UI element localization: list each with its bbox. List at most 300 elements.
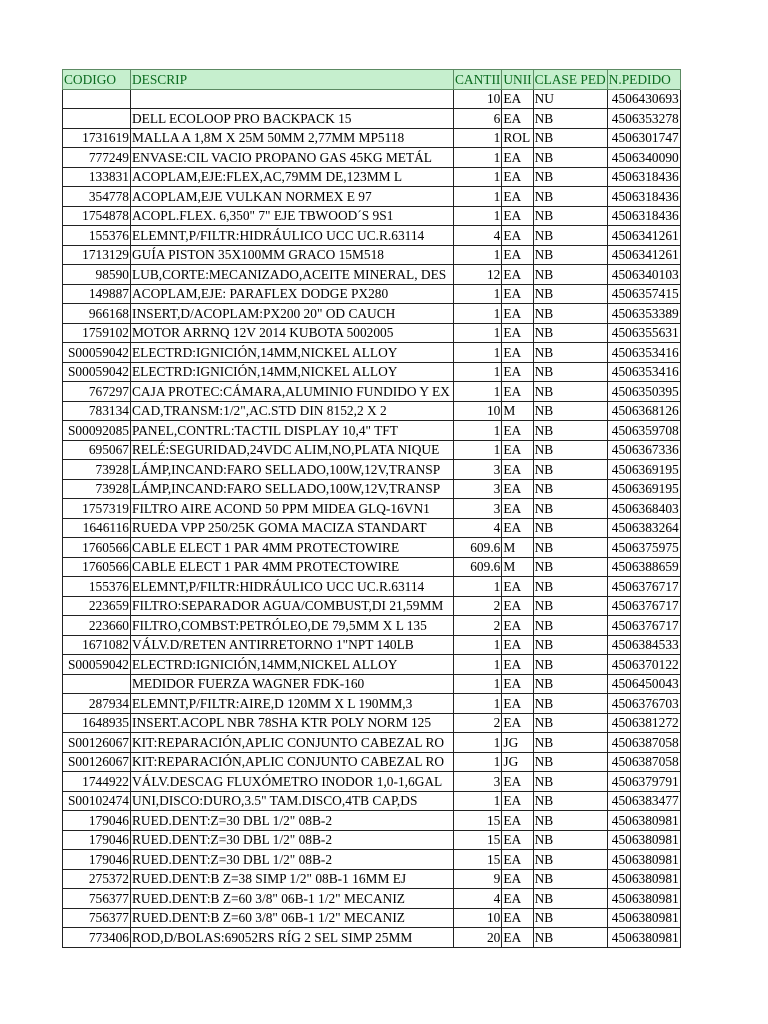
cell-cantidad[interactable]: 4 xyxy=(454,226,502,246)
table-row xyxy=(63,479,681,499)
cell-clase-pedido[interactable]: NB xyxy=(533,284,607,304)
cell-unidad[interactable]: EA xyxy=(502,830,533,850)
cell-n-pedido[interactable]: 4506368126 xyxy=(607,401,680,421)
cell-n-pedido[interactable]: 4506380981 xyxy=(607,850,680,870)
cell-codigo[interactable]: 777249 xyxy=(63,148,131,168)
table-row xyxy=(63,518,681,538)
cell-clase-pedido[interactable]: NB xyxy=(533,167,607,187)
cell-clase-pedido[interactable]: NB xyxy=(533,674,607,694)
table-row xyxy=(63,109,681,129)
cell-cantidad[interactable]: 6 xyxy=(454,109,502,129)
cell-unidad[interactable]: EA xyxy=(502,109,533,129)
table-row xyxy=(63,538,681,558)
cell-codigo[interactable]: 223659 xyxy=(63,596,131,616)
cell-unidad[interactable]: JG xyxy=(502,752,533,772)
cell-clase-pedido[interactable]: NB xyxy=(533,830,607,850)
header-cantidad[interactable]: CANTII xyxy=(454,70,502,90)
table-row xyxy=(63,869,681,889)
cell-cantidad[interactable]: 609.6 xyxy=(454,557,502,577)
cell-unidad[interactable]: ROL xyxy=(502,128,533,148)
cell-clase-pedido[interactable]: NB xyxy=(533,616,607,636)
cell-cantidad[interactable]: 1 xyxy=(454,206,502,226)
cell-unidad[interactable]: EA xyxy=(502,187,533,207)
cell-n-pedido[interactable]: 4506353389 xyxy=(607,304,680,324)
cell-cantidad[interactable]: 2 xyxy=(454,596,502,616)
cell-descrip[interactable]: CABLE ELECT 1 PAR 4MM PROTECTOWIRE xyxy=(131,538,454,558)
cell-n-pedido[interactable]: 4506388659 xyxy=(607,557,680,577)
cell-descrip[interactable]: FILTRO:SEPARADOR AGUA/COMBUST,DI 21,59MM xyxy=(131,596,454,616)
cell-n-pedido[interactable]: 4506380981 xyxy=(607,811,680,831)
cell-unidad[interactable]: EA xyxy=(502,343,533,363)
cell-codigo[interactable]: 1646116 xyxy=(63,518,131,538)
cell-cantidad[interactable]: 1 xyxy=(454,694,502,714)
header-unidad[interactable]: UNII xyxy=(502,70,533,90)
cell-descrip[interactable]: INSERT,D/ACOPLAM:PX200 20" OD CAUCH xyxy=(131,304,454,324)
header-clase-pedido[interactable]: CLASE PED xyxy=(533,70,607,90)
cell-cantidad[interactable]: 12 xyxy=(454,265,502,285)
cell-unidad[interactable]: EA xyxy=(502,811,533,831)
cell-codigo[interactable]: 1759102 xyxy=(63,323,131,343)
table-row xyxy=(63,343,681,363)
cell-unidad[interactable]: EA xyxy=(502,791,533,811)
cell-codigo[interactable]: 179046 xyxy=(63,811,131,831)
cell-cantidad[interactable]: 1 xyxy=(454,167,502,187)
cell-unidad[interactable]: EA xyxy=(502,382,533,402)
cell-n-pedido[interactable]: 4506387058 xyxy=(607,752,680,772)
cell-unidad[interactable]: EA xyxy=(502,889,533,909)
cell-descrip[interactable]: ENVASE:CIL VACIO PROPANO GAS 45KG METÁL xyxy=(131,148,454,168)
cell-cantidad[interactable]: 1 xyxy=(454,148,502,168)
table-row xyxy=(63,674,681,694)
cell-codigo[interactable]: 767297 xyxy=(63,382,131,402)
cell-descrip[interactable]: CABLE ELECT 1 PAR 4MM PROTECTOWIRE xyxy=(131,557,454,577)
cell-n-pedido[interactable]: 4506318436 xyxy=(607,187,680,207)
cell-n-pedido[interactable]: 4506380981 xyxy=(607,928,680,948)
cell-n-pedido[interactable]: 4506341261 xyxy=(607,245,680,265)
cell-codigo[interactable]: 756377 xyxy=(63,908,131,928)
cell-codigo[interactable]: 773406 xyxy=(63,928,131,948)
header-descrip[interactable]: DESCRIP xyxy=(131,70,454,90)
table-row xyxy=(63,440,681,460)
cell-unidad[interactable]: EA xyxy=(502,518,533,538)
cell-codigo[interactable]: S00092085 xyxy=(63,421,131,441)
table-row xyxy=(63,616,681,636)
cell-cantidad[interactable]: 10 xyxy=(454,908,502,928)
cell-n-pedido[interactable]: 4506353278 xyxy=(607,109,680,129)
cell-descrip[interactable]: ELECTRD:IGNICIÓN,14MM,NICKEL ALLOY xyxy=(131,362,454,382)
cell-unidad[interactable]: EA xyxy=(502,245,533,265)
cell-clase-pedido[interactable]: NB xyxy=(533,187,607,207)
cell-clase-pedido[interactable]: NB xyxy=(533,557,607,577)
cell-descrip[interactable]: VÁLV.D/RETEN ANTIRRETORNO 1"NPT 140LB xyxy=(131,635,454,655)
cell-codigo[interactable]: S00102474 xyxy=(63,791,131,811)
table-row xyxy=(63,499,681,519)
cell-unidad[interactable]: EA xyxy=(502,596,533,616)
cell-clase-pedido[interactable]: NB xyxy=(533,323,607,343)
cell-n-pedido[interactable]: 4506318436 xyxy=(607,167,680,187)
cell-cantidad[interactable]: 1 xyxy=(454,128,502,148)
cell-cantidad[interactable]: 15 xyxy=(454,830,502,850)
cell-cantidad[interactable]: 20 xyxy=(454,928,502,948)
cell-cantidad[interactable]: 3 xyxy=(454,772,502,792)
cell-n-pedido[interactable]: 4506375975 xyxy=(607,538,680,558)
cell-n-pedido[interactable]: 4506450043 xyxy=(607,674,680,694)
cell-clase-pedido[interactable]: NB xyxy=(533,226,607,246)
cell-descrip[interactable]: MOTOR ARRNQ 12V 2014 KUBOTA 5002005 xyxy=(131,323,454,343)
cell-unidad[interactable]: M xyxy=(502,557,533,577)
cell-clase-pedido[interactable]: NB xyxy=(533,304,607,324)
cell-cantidad[interactable]: 1 xyxy=(454,577,502,597)
cell-unidad[interactable]: EA xyxy=(502,304,533,324)
cell-descrip[interactable]: RELÉ:SEGURIDAD,24VDC ALIM,NO,PLATA NIQUE xyxy=(131,440,454,460)
cell-n-pedido[interactable]: 4506367336 xyxy=(607,440,680,460)
cell-unidad[interactable]: EA xyxy=(502,167,533,187)
cell-descrip[interactable]: RUED.DENT:Z=30 DBL 1/2" 08B-2 xyxy=(131,811,454,831)
cell-unidad[interactable]: EA xyxy=(502,440,533,460)
cell-n-pedido[interactable]: 4506376717 xyxy=(607,577,680,597)
cell-codigo[interactable]: S00059042 xyxy=(63,362,131,382)
cell-n-pedido[interactable]: 4506380981 xyxy=(607,830,680,850)
cell-descrip[interactable]: ELECTRD:IGNICIÓN,14MM,NICKEL ALLOY xyxy=(131,655,454,675)
cell-descrip[interactable]: CAD,TRANSM:1/2",AC.STD DIN 8152,2 X 2 xyxy=(131,401,454,421)
cell-unidad[interactable]: EA xyxy=(502,635,533,655)
cell-clase-pedido[interactable]: NB xyxy=(533,109,607,129)
cell-descrip[interactable]: PANEL,CONTRL:TACTIL DISPLAY 10,4" TFT xyxy=(131,421,454,441)
cell-codigo[interactable]: 756377 xyxy=(63,889,131,909)
cell-clase-pedido[interactable]: NB xyxy=(533,694,607,714)
cell-clase-pedido[interactable]: NB xyxy=(533,382,607,402)
cell-codigo[interactable]: 223660 xyxy=(63,616,131,636)
cell-descrip[interactable]: ELEMNT,P/FILTR:HIDRÁULICO UCC UC.R.63114 xyxy=(131,577,454,597)
cell-codigo[interactable]: 966168 xyxy=(63,304,131,324)
cell-codigo[interactable]: 275372 xyxy=(63,869,131,889)
cell-n-pedido[interactable]: 4506340090 xyxy=(607,148,680,168)
cell-cantidad[interactable]: 9 xyxy=(454,869,502,889)
cell-codigo[interactable] xyxy=(63,674,131,694)
table-row xyxy=(63,733,681,753)
cell-unidad[interactable]: EA xyxy=(502,616,533,636)
header-codigo[interactable]: CODIGO xyxy=(63,70,131,90)
cell-clase-pedido[interactable]: NB xyxy=(533,752,607,772)
table-row xyxy=(63,850,681,870)
cell-clase-pedido[interactable]: NB xyxy=(533,206,607,226)
cell-descrip[interactable]: GUÍA PISTON 35X100MM GRACO 15M518 xyxy=(131,245,454,265)
cell-unidad[interactable]: EA xyxy=(502,323,533,343)
cell-n-pedido[interactable]: 4506376717 xyxy=(607,616,680,636)
cell-descrip[interactable]: ELEMNT,P/FILTR:HIDRÁULICO UCC UC.R.63114 xyxy=(131,226,454,246)
table-row xyxy=(63,557,681,577)
cell-codigo[interactable]: 98590 xyxy=(63,265,131,285)
cell-clase-pedido[interactable]: NB xyxy=(533,908,607,928)
cell-cantidad[interactable]: 609.6 xyxy=(454,538,502,558)
cell-n-pedido[interactable]: 4506383264 xyxy=(607,518,680,538)
cell-unidad[interactable]: EA xyxy=(502,869,533,889)
cell-unidad[interactable]: EA xyxy=(502,713,533,733)
cell-descrip[interactable]: DELL ECOLOOP PRO BACKPACK 15 xyxy=(131,109,454,129)
cell-codigo[interactable]: S00126067 xyxy=(63,733,131,753)
cell-codigo[interactable]: 1731619 xyxy=(63,128,131,148)
cell-n-pedido[interactable]: 4506369195 xyxy=(607,479,680,499)
cell-descrip[interactable]: ACOPLAM,EJE:FLEX,AC,79MM DE,123MM L xyxy=(131,167,454,187)
cell-codigo[interactable]: S00059042 xyxy=(63,655,131,675)
cell-codigo[interactable]: 133831 xyxy=(63,167,131,187)
cell-codigo[interactable]: 1744922 xyxy=(63,772,131,792)
table-row xyxy=(63,187,681,207)
cell-cantidad[interactable]: 1 xyxy=(454,440,502,460)
cell-n-pedido[interactable]: 4506384533 xyxy=(607,635,680,655)
cell-clase-pedido[interactable]: NB xyxy=(533,401,607,421)
cell-clase-pedido[interactable]: NB xyxy=(533,362,607,382)
cell-descrip[interactable]: KIT:REPARACIÓN,APLIC CONJUNTO CABEZAL RO xyxy=(131,752,454,772)
cell-cantidad[interactable]: 1 xyxy=(454,245,502,265)
cell-cantidad[interactable]: 1 xyxy=(454,362,502,382)
table-row xyxy=(63,89,681,109)
cell-codigo[interactable]: 155376 xyxy=(63,226,131,246)
cell-codigo[interactable]: 1760566 xyxy=(63,557,131,577)
cell-unidad[interactable]: M xyxy=(502,401,533,421)
cell-clase-pedido[interactable]: NB xyxy=(533,733,607,753)
cell-cantidad[interactable]: 4 xyxy=(454,518,502,538)
table-body xyxy=(63,89,681,947)
cell-n-pedido[interactable]: 4506359708 xyxy=(607,421,680,441)
cell-cantidad[interactable]: 2 xyxy=(454,616,502,636)
cell-cantidad[interactable]: 1 xyxy=(454,323,502,343)
cell-n-pedido[interactable]: 4506387058 xyxy=(607,733,680,753)
table-row xyxy=(63,694,681,714)
cell-codigo[interactable]: 354778 xyxy=(63,187,131,207)
table-row xyxy=(63,752,681,772)
cell-descrip[interactable]: LÁMP,INCAND:FARO SELLADO,100W,12V,TRANSP xyxy=(131,479,454,499)
cell-codigo[interactable]: 1754878 xyxy=(63,206,131,226)
cell-codigo[interactable]: 155376 xyxy=(63,577,131,597)
cell-codigo[interactable] xyxy=(63,109,131,129)
cell-n-pedido[interactable]: 4506379791 xyxy=(607,772,680,792)
cell-n-pedido[interactable]: 4506357415 xyxy=(607,284,680,304)
cell-cantidad[interactable]: 1 xyxy=(454,655,502,675)
cell-clase-pedido[interactable]: NB xyxy=(533,655,607,675)
cell-cantidad[interactable]: 15 xyxy=(454,811,502,831)
cell-codigo[interactable]: 1671082 xyxy=(63,635,131,655)
cell-codigo[interactable]: S00126067 xyxy=(63,752,131,772)
cell-clase-pedido[interactable]: NB xyxy=(533,148,607,168)
table-row xyxy=(63,401,681,421)
table-row xyxy=(63,167,681,187)
cell-clase-pedido[interactable]: NB xyxy=(533,538,607,558)
table-header xyxy=(63,70,681,90)
cell-codigo[interactable]: 783134 xyxy=(63,401,131,421)
cell-clase-pedido[interactable]: NB xyxy=(533,421,607,441)
cell-descrip[interactable]: ELEMNT,P/FILTR:AIRE,D 120MM X L 190MM,3 xyxy=(131,694,454,714)
cell-descrip[interactable]: FILTRO,COMBST:PETRÓLEO,DE 79,5MM X L 135 xyxy=(131,616,454,636)
cell-n-pedido[interactable]: 4506381272 xyxy=(607,713,680,733)
cell-n-pedido[interactable]: 4506368403 xyxy=(607,499,680,519)
cell-n-pedido[interactable]: 4506318436 xyxy=(607,206,680,226)
cell-clase-pedido[interactable]: NU xyxy=(533,89,607,109)
cell-n-pedido[interactable]: 4506301747 xyxy=(607,128,680,148)
cell-clase-pedido[interactable]: NB xyxy=(533,460,607,480)
cell-unidad[interactable]: EA xyxy=(502,148,533,168)
cell-n-pedido[interactable]: 4506353416 xyxy=(607,362,680,382)
cell-clase-pedido[interactable]: NB xyxy=(533,577,607,597)
cell-descrip[interactable] xyxy=(131,89,454,109)
cell-codigo[interactable]: 149887 xyxy=(63,284,131,304)
cell-codigo[interactable] xyxy=(63,89,131,109)
cell-cantidad[interactable]: 1 xyxy=(454,343,502,363)
table-row xyxy=(63,889,681,909)
cell-descrip[interactable]: VÁLV.DESCAG FLUXÓMETRO INODOR 1,0-1,6GAL xyxy=(131,772,454,792)
cell-cantidad[interactable]: 3 xyxy=(454,460,502,480)
cell-n-pedido[interactable]: 4506370122 xyxy=(607,655,680,675)
cell-descrip[interactable]: ELECTRD:IGNICIÓN,14MM,NICKEL ALLOY xyxy=(131,343,454,363)
cell-cantidad[interactable]: 1 xyxy=(454,674,502,694)
cell-unidad[interactable]: EA xyxy=(502,206,533,226)
cell-clase-pedido[interactable]: NB xyxy=(533,499,607,519)
cell-clase-pedido[interactable]: NB xyxy=(533,440,607,460)
cell-descrip[interactable]: RUED.DENT:B Z=60 3/8" 06B-1 1/2" MECANIZ xyxy=(131,908,454,928)
cell-descrip[interactable]: RUED.DENT:B Z=60 3/8" 06B-1 1/2" MECANIZ xyxy=(131,889,454,909)
cell-n-pedido[interactable]: 4506350395 xyxy=(607,382,680,402)
cell-unidad[interactable]: EA xyxy=(502,362,533,382)
cell-descrip[interactable]: RUED.DENT:Z=30 DBL 1/2" 08B-2 xyxy=(131,850,454,870)
cell-unidad[interactable]: JG xyxy=(502,733,533,753)
cell-descrip[interactable]: UNI,DISCO:DURO,3.5" TAM.DISCO,4TB CAP,DS xyxy=(131,791,454,811)
cell-clase-pedido[interactable]: NB xyxy=(533,772,607,792)
cell-n-pedido[interactable]: 4506355631 xyxy=(607,323,680,343)
cell-unidad[interactable]: EA xyxy=(502,655,533,675)
cell-n-pedido[interactable]: 4506341261 xyxy=(607,226,680,246)
cell-cantidad[interactable]: 1 xyxy=(454,382,502,402)
table-row xyxy=(63,772,681,792)
cell-clase-pedido[interactable]: NB xyxy=(533,343,607,363)
cell-descrip[interactable]: RUED.DENT:Z=30 DBL 1/2" 08B-2 xyxy=(131,830,454,850)
cell-clase-pedido[interactable]: NB xyxy=(533,713,607,733)
cell-unidad[interactable]: EA xyxy=(502,850,533,870)
cell-cantidad[interactable]: 15 xyxy=(454,850,502,870)
cell-descrip[interactable]: RUEDA VPP 250/25K GOMA MACIZA STANDART xyxy=(131,518,454,538)
cell-cantidad[interactable]: 1 xyxy=(454,635,502,655)
cell-unidad[interactable]: EA xyxy=(502,577,533,597)
cell-cantidad[interactable]: 1 xyxy=(454,421,502,441)
cell-descrip[interactable]: INSERT.ACOPL NBR 78SHA KTR POLY NORM 125 xyxy=(131,713,454,733)
cell-cantidad[interactable]: 1 xyxy=(454,752,502,772)
cell-cantidad[interactable]: 3 xyxy=(454,499,502,519)
cell-codigo[interactable]: 73928 xyxy=(63,460,131,480)
cell-cantidad[interactable]: 1 xyxy=(454,187,502,207)
cell-descrip[interactable]: ACOPLAM,EJE VULKAN NORMEX E 97 xyxy=(131,187,454,207)
cell-clase-pedido[interactable]: NB xyxy=(533,928,607,948)
cell-clase-pedido[interactable]: NB xyxy=(533,518,607,538)
table-row xyxy=(63,148,681,168)
cell-codigo[interactable]: 695067 xyxy=(63,440,131,460)
cell-descrip[interactable]: LUB,CORTE:MECANIZADO,ACEITE MINERAL, DES xyxy=(131,265,454,285)
cell-unidad[interactable]: EA xyxy=(502,421,533,441)
cell-clase-pedido[interactable]: NB xyxy=(533,889,607,909)
cell-codigo[interactable]: 1713129 xyxy=(63,245,131,265)
table-row xyxy=(63,362,681,382)
cell-unidad[interactable]: EA xyxy=(502,226,533,246)
cell-cantidad[interactable]: 2 xyxy=(454,713,502,733)
cell-n-pedido[interactable]: 4506340103 xyxy=(607,265,680,285)
cell-unidad[interactable]: EA xyxy=(502,265,533,285)
table-row xyxy=(63,382,681,402)
cell-codigo[interactable]: 1648935 xyxy=(63,713,131,733)
cell-unidad[interactable]: EA xyxy=(502,284,533,304)
cell-clase-pedido[interactable]: NB xyxy=(533,479,607,499)
table-row xyxy=(63,245,681,265)
cell-clase-pedido[interactable]: NB xyxy=(533,791,607,811)
cell-descrip[interactable]: CAJA PROTEC:CÁMARA,ALUMINIO FUNDIDO Y EX xyxy=(131,382,454,402)
cell-clase-pedido[interactable]: NB xyxy=(533,245,607,265)
cell-n-pedido[interactable]: 4506430693 xyxy=(607,89,680,109)
cell-cantidad[interactable]: 10 xyxy=(454,89,502,109)
cell-codigo[interactable]: S00059042 xyxy=(63,343,131,363)
cell-descrip[interactable]: KIT:REPARACIÓN,APLIC CONJUNTO CABEZAL RO xyxy=(131,733,454,753)
cell-codigo[interactable]: 287934 xyxy=(63,694,131,714)
cell-unidad[interactable]: M xyxy=(502,538,533,558)
table-row xyxy=(63,226,681,246)
cell-cantidad[interactable]: 1 xyxy=(454,304,502,324)
cell-descrip[interactable]: LÁMP,INCAND:FARO SELLADO,100W,12V,TRANSP xyxy=(131,460,454,480)
header-n-pedido[interactable]: N.PEDIDO xyxy=(607,70,680,90)
cell-cantidad[interactable]: 1 xyxy=(454,791,502,811)
cell-clase-pedido[interactable]: NB xyxy=(533,811,607,831)
cell-descrip[interactable]: MALLA A 1,8M X 25M 50MM 2,77MM MP5118 xyxy=(131,128,454,148)
table-row xyxy=(63,460,681,480)
cell-cantidad[interactable]: 3 xyxy=(454,479,502,499)
cell-cantidad[interactable]: 4 xyxy=(454,889,502,909)
cell-unidad[interactable]: EA xyxy=(502,674,533,694)
cell-n-pedido[interactable]: 4506383477 xyxy=(607,791,680,811)
cell-unidad[interactable]: EA xyxy=(502,928,533,948)
cell-clase-pedido[interactable]: NB xyxy=(533,869,607,889)
cell-unidad[interactable]: EA xyxy=(502,908,533,928)
cell-descrip[interactable]: FILTRO AIRE ACOND 50 PPM MIDEA GLQ-16VN1 xyxy=(131,499,454,519)
cell-clase-pedido[interactable]: NB xyxy=(533,850,607,870)
cell-descrip[interactable]: ACOPL.FLEX. 6,350" 7" EJE TBWOOD´S 9S1 xyxy=(131,206,454,226)
cell-codigo[interactable]: 1760566 xyxy=(63,538,131,558)
cell-descrip[interactable]: ACOPLAM,EJE: PARAFLEX DODGE PX280 xyxy=(131,284,454,304)
cell-clase-pedido[interactable]: NB xyxy=(533,635,607,655)
cell-codigo[interactable]: 1757319 xyxy=(63,499,131,519)
cell-clase-pedido[interactable]: NB xyxy=(533,128,607,148)
cell-descrip[interactable]: ROD,D/BOLAS:69052RS RÍG 2 SEL SIMP 25MM xyxy=(131,928,454,948)
cell-unidad[interactable]: EA xyxy=(502,479,533,499)
cell-descrip[interactable]: MEDIDOR FUERZA WAGNER FDK-160 xyxy=(131,674,454,694)
cell-unidad[interactable]: EA xyxy=(502,772,533,792)
header-row xyxy=(63,70,681,90)
cell-n-pedido[interactable]: 4506376703 xyxy=(607,694,680,714)
cell-codigo[interactable]: 179046 xyxy=(63,850,131,870)
cell-n-pedido[interactable]: 4506376717 xyxy=(607,596,680,616)
cell-clase-pedido[interactable]: NB xyxy=(533,265,607,285)
cell-unidad[interactable]: EA xyxy=(502,499,533,519)
cell-unidad[interactable]: EA xyxy=(502,460,533,480)
cell-n-pedido[interactable]: 4506380981 xyxy=(607,889,680,909)
cell-cantidad[interactable]: 10 xyxy=(454,401,502,421)
cell-descrip[interactable]: RUED.DENT:B Z=38 SIMP 1/2" 08B-1 16MM EJ xyxy=(131,869,454,889)
cell-cantidad[interactable]: 1 xyxy=(454,284,502,304)
cell-n-pedido[interactable]: 4506380981 xyxy=(607,908,680,928)
cell-codigo[interactable]: 179046 xyxy=(63,830,131,850)
cell-cantidad[interactable]: 1 xyxy=(454,733,502,753)
cell-unidad[interactable]: EA xyxy=(502,694,533,714)
cell-codigo[interactable]: 73928 xyxy=(63,479,131,499)
cell-n-pedido[interactable]: 4506353416 xyxy=(607,343,680,363)
cell-clase-pedido[interactable]: NB xyxy=(533,596,607,616)
cell-unidad[interactable]: EA xyxy=(502,89,533,109)
cell-n-pedido[interactable]: 4506369195 xyxy=(607,460,680,480)
cell-n-pedido[interactable]: 4506380981 xyxy=(607,869,680,889)
